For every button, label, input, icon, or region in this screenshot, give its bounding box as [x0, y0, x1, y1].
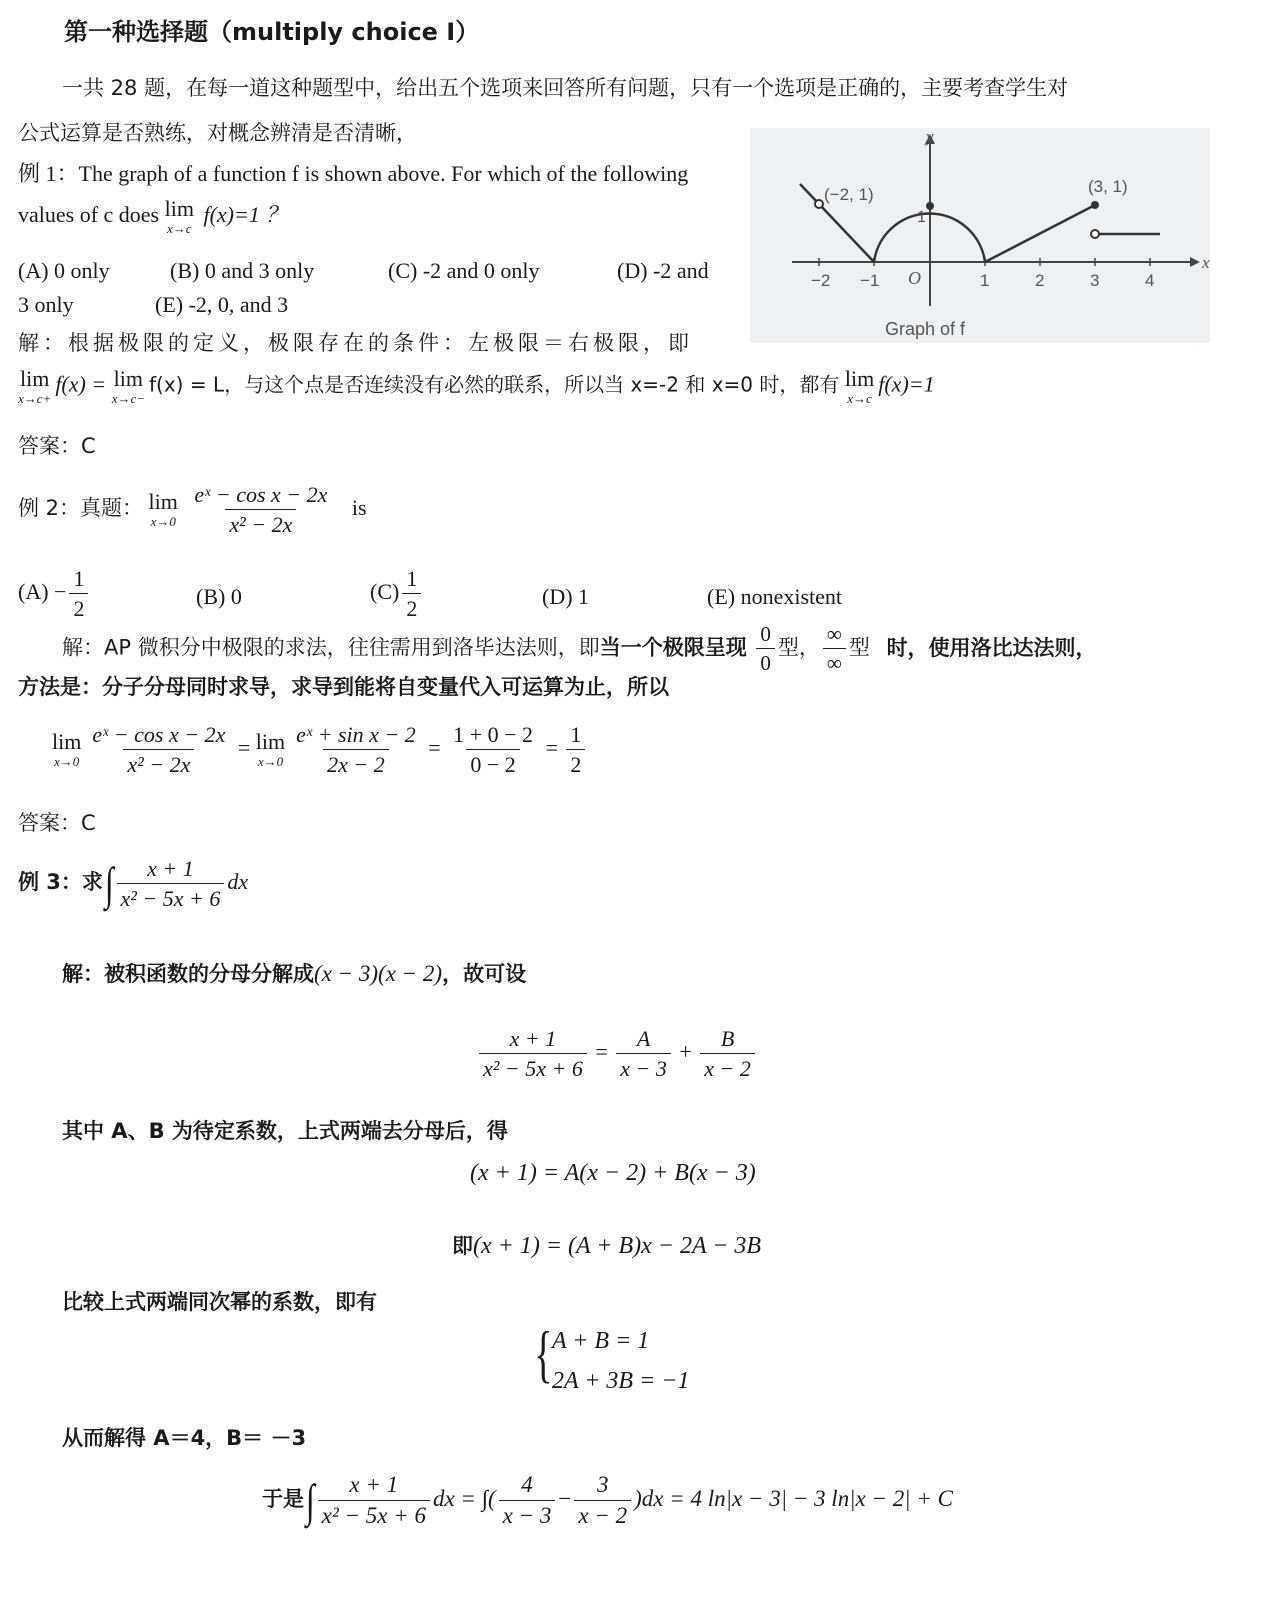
ex2-solution-line-1: [62, 622, 1097, 675]
ex1-sol-lim2: lim: [113, 366, 144, 391]
graph-tick-x-4: 4: [1145, 271, 1155, 290]
ex3-question: [18, 856, 248, 912]
ex1-limit: [165, 198, 194, 235]
ex1-sol-sub1: x→c+: [18, 391, 52, 406]
ex2-suffix: is: [351, 494, 367, 520]
intro-line-2: 公式运算是否熟练，对概念辨清是否清晰，: [18, 121, 417, 145]
ex3-pf-a: A: [636, 1026, 651, 1051]
ex3-f-d1: x − 3: [499, 1500, 556, 1529]
ex2-option-c: [370, 566, 424, 622]
ex1-option-e: (E) -2, 0, and 3: [155, 292, 289, 317]
ex3-sol1-prefix: 解：被积函数的分母分解成: [62, 962, 314, 986]
ex2-sol-bold2: 时，使用洛比达法则，: [886, 635, 1097, 660]
graph-background: [750, 128, 1210, 343]
ex3-f-n1: 4: [521, 1472, 533, 1497]
ex3-f-n2: 3: [597, 1472, 609, 1497]
ex3-solution-line-2: 其中 A、B 为待定系数，上式两端去分母后，得: [62, 1119, 508, 1143]
ex2-prefix: 例 2：真题：: [18, 495, 144, 520]
ex2-c-lim: lim: [52, 729, 82, 755]
ex3-solution-line-1: [62, 958, 526, 988]
ex3-equation-1: (x + 1) = A(x − 2) + B(x − 3): [470, 1160, 756, 1186]
ex2-c-num4: 1: [570, 722, 582, 747]
ex1-question-line-1: 例 1：The graph of a function f is shown above. For which of the following: [18, 161, 689, 186]
ex1-question-line-2: [18, 198, 287, 235]
ex1-option-a: (A) 0 only: [18, 258, 110, 283]
ex2-c-eq3: =: [545, 734, 558, 760]
ex2-option-b: (B) 0: [196, 584, 242, 609]
ex2-inf-den: ∞: [823, 648, 846, 675]
graph-open-point-left: [815, 200, 823, 208]
ex3-prefix: 例 3：求: [18, 869, 103, 894]
ex3-eq2-prefix: 即: [452, 1234, 473, 1258]
ex2-c-num1: eˣ − cos x − 2x: [92, 722, 226, 747]
ex2-sol-bold1: 当一个极限呈现: [599, 635, 747, 660]
ex3-final: [262, 1472, 953, 1530]
ex1-sol-lim1: lim: [19, 366, 50, 391]
ex1-option-d-cont: 3 only: [18, 292, 74, 317]
ex1-solution-line-1: 解：根据极限的定义，极限存在的条件：左极限＝右极限，即: [18, 331, 693, 355]
ex3-equation-2: [452, 1230, 761, 1260]
graph-origin-label: O: [908, 268, 921, 288]
ex2-c-sub: x→0: [54, 754, 80, 770]
ex2-question: [18, 482, 367, 538]
ex3-final-integral: ∫: [305, 1475, 315, 1527]
graph-label-right: (3, 1): [1088, 177, 1128, 196]
ex2-den: x² − 2x: [225, 509, 296, 537]
ex2-opt-c-num: 1: [406, 566, 418, 591]
ex2-answer: 答案：C: [18, 811, 96, 835]
ex3-result: 从而解得 A＝4，B＝ －3: [62, 1426, 307, 1450]
ex3-f-num: x + 1: [349, 1472, 399, 1497]
ex1-sol-mid1: f(x) =: [55, 371, 107, 397]
ex2-zero-den: 0: [756, 648, 775, 675]
graph-caption: Graph of f: [885, 319, 966, 339]
ex2-computation: [52, 722, 588, 778]
ex1-answer: 答案：C: [18, 434, 96, 458]
ex2-opt-a-label: (A) −: [18, 578, 67, 604]
ex1-sol-sub2: x→c−: [111, 391, 145, 406]
ex2-type2: 型: [848, 635, 870, 660]
ex1-option-b: (B) 0 and 3 only: [170, 258, 315, 283]
ex3-f-end: )dx = 4 ln|x − 3| − 3 ln|x − 2| + C: [634, 1486, 953, 1512]
ex2-c-sub-2: x→0: [257, 754, 284, 770]
ex3-integral-sign: ∫: [104, 858, 114, 910]
ex3-den: x² − 5x + 6: [117, 883, 225, 911]
ex2-sol-prefix: 解：AP 微积分中极限的求法，往往需用到洛毕达法则，即: [62, 635, 600, 660]
ex1-option-c: (C) -2 and 0 only: [388, 258, 540, 283]
ex3-pf-b: B: [720, 1026, 735, 1051]
ex3-eq2: (x + 1) = (A + B)x − 2A − 3B: [473, 1233, 762, 1259]
ex2-option-d: (D) 1: [542, 584, 590, 609]
ex1-lim-word: lim: [164, 196, 194, 222]
page-title: 第一种选择题（multiply choice I）: [64, 18, 480, 46]
ex3-sol1-expr: (x − 3)(x − 2): [314, 961, 443, 986]
ex2-c-num2: eˣ + sin x − 2: [296, 722, 416, 747]
graph-axis-x-label: x: [1202, 253, 1210, 272]
ex2-c-lim-2: lim: [255, 729, 286, 755]
ex3-pf-den: x² − 5x + 6: [479, 1053, 587, 1081]
ex2-zero-num: 0: [760, 622, 771, 646]
ex2-opt-a-num: 1: [73, 566, 85, 591]
ex2-c-den1: x² − 2x: [123, 749, 194, 777]
ex1-expr: f(x)=1 ？: [203, 202, 288, 227]
ex3-sol1-suffix: ，故可设: [442, 962, 527, 986]
graph-tick-x-neg1: −1: [860, 271, 880, 290]
ex1-sol-sub3: x→c: [847, 391, 872, 406]
ex3-final-prefix: 于是: [262, 1487, 304, 1512]
ex2-c-den3: 0 − 2: [466, 749, 519, 777]
ex2-c-eq2: =: [428, 734, 441, 760]
ex3-system-brace: {: [534, 1318, 553, 1389]
ex2-opt-c-den: 2: [402, 593, 421, 621]
ex2-c-num3: 1 + 0 − 2: [453, 722, 533, 747]
ex3-sys-2: 2A + 3B = −1: [552, 1368, 690, 1394]
ex2-c-den2: 2x − 2: [323, 749, 389, 777]
graph-of-f: [750, 128, 1210, 343]
graph-tick-y-one: 1: [917, 209, 926, 226]
ex3-f-mid: dx = ∫(: [432, 1486, 496, 1512]
graph-tick-x-neg2: −2: [811, 271, 831, 290]
ex2-num: eˣ − cos x − 2x: [194, 482, 328, 507]
ex3-solution-line-3: 比较上式两端同次幂的系数，即有: [62, 1290, 377, 1314]
graph-label-left: (−2, 1): [824, 185, 874, 204]
ex2-fraction: [190, 482, 331, 538]
graph-closed-point-3: [1091, 201, 1099, 209]
ex2-c-eq1: =: [237, 734, 251, 760]
ex1-option-d: (D) -2 and: [617, 258, 709, 283]
ex3-sys-1: A + B = 1: [552, 1328, 650, 1354]
ex1-sol-mid2: f(x) = L，与这个点是否连续没有必然的联系，所以当 x=-2 和 x=0 时，都有: [149, 372, 840, 397]
graph-tick-x-1: 1: [980, 271, 990, 290]
ex1-solution-line-2: [18, 368, 935, 405]
ex2-type1: 型，: [777, 635, 820, 660]
ex1-sol-end: f(x)=1: [878, 371, 935, 397]
ex2-opt-a-den: 2: [69, 593, 88, 621]
graph-axis-y-label: y: [926, 128, 934, 146]
ex2-lim: lim: [148, 489, 178, 515]
graph-tick-x-2: 2: [1035, 271, 1045, 290]
ex3-num: x + 1: [147, 856, 194, 881]
ex3-pf-eq: =: [595, 1038, 608, 1064]
ex2-option-e: (E) nonexistent: [707, 584, 843, 609]
ex3-pf-a-den: x − 3: [616, 1053, 671, 1081]
ex3-pf-num: x + 1: [509, 1026, 557, 1051]
ex2-lim-sub: x→0: [150, 514, 176, 530]
ex1-line2-prefix: values of c does: [18, 202, 160, 227]
ex3-f-minus: −: [558, 1486, 572, 1512]
ex2-solution-line-2: 方法是：分子分母同时求导，求导到能将自变量代入可运算为止，所以: [18, 675, 669, 699]
ex3-pf-plus: +: [679, 1038, 692, 1064]
ex1-lim-sub: x→c: [167, 221, 192, 237]
ex2-c-den4: 2: [566, 749, 585, 777]
ex3-partial-fraction: [476, 1026, 758, 1082]
graph-tick-x-3: 3: [1090, 271, 1100, 290]
ex3-pf-b-den: x − 2: [700, 1053, 755, 1081]
intro-line-1: 一共 28 题，在每一道这种题型中，给出五个选项来回答所有问题，只有一个选项是正确的，主要考查学生对: [62, 76, 1069, 100]
ex3-dx: dx: [227, 868, 249, 894]
ex2-option-a: [18, 566, 91, 622]
ex2-opt-c-label: (C): [370, 578, 400, 604]
ex3-f-d2: x − 2: [574, 1500, 631, 1529]
ex1-sol-lim3: lim: [844, 366, 875, 391]
graph-open-point-3: [1091, 230, 1099, 238]
graph-closed-point-origin: [926, 202, 934, 210]
ex3-f-den: x² − 5x + 6: [318, 1500, 430, 1529]
ex2-inf-num: ∞: [826, 622, 842, 646]
